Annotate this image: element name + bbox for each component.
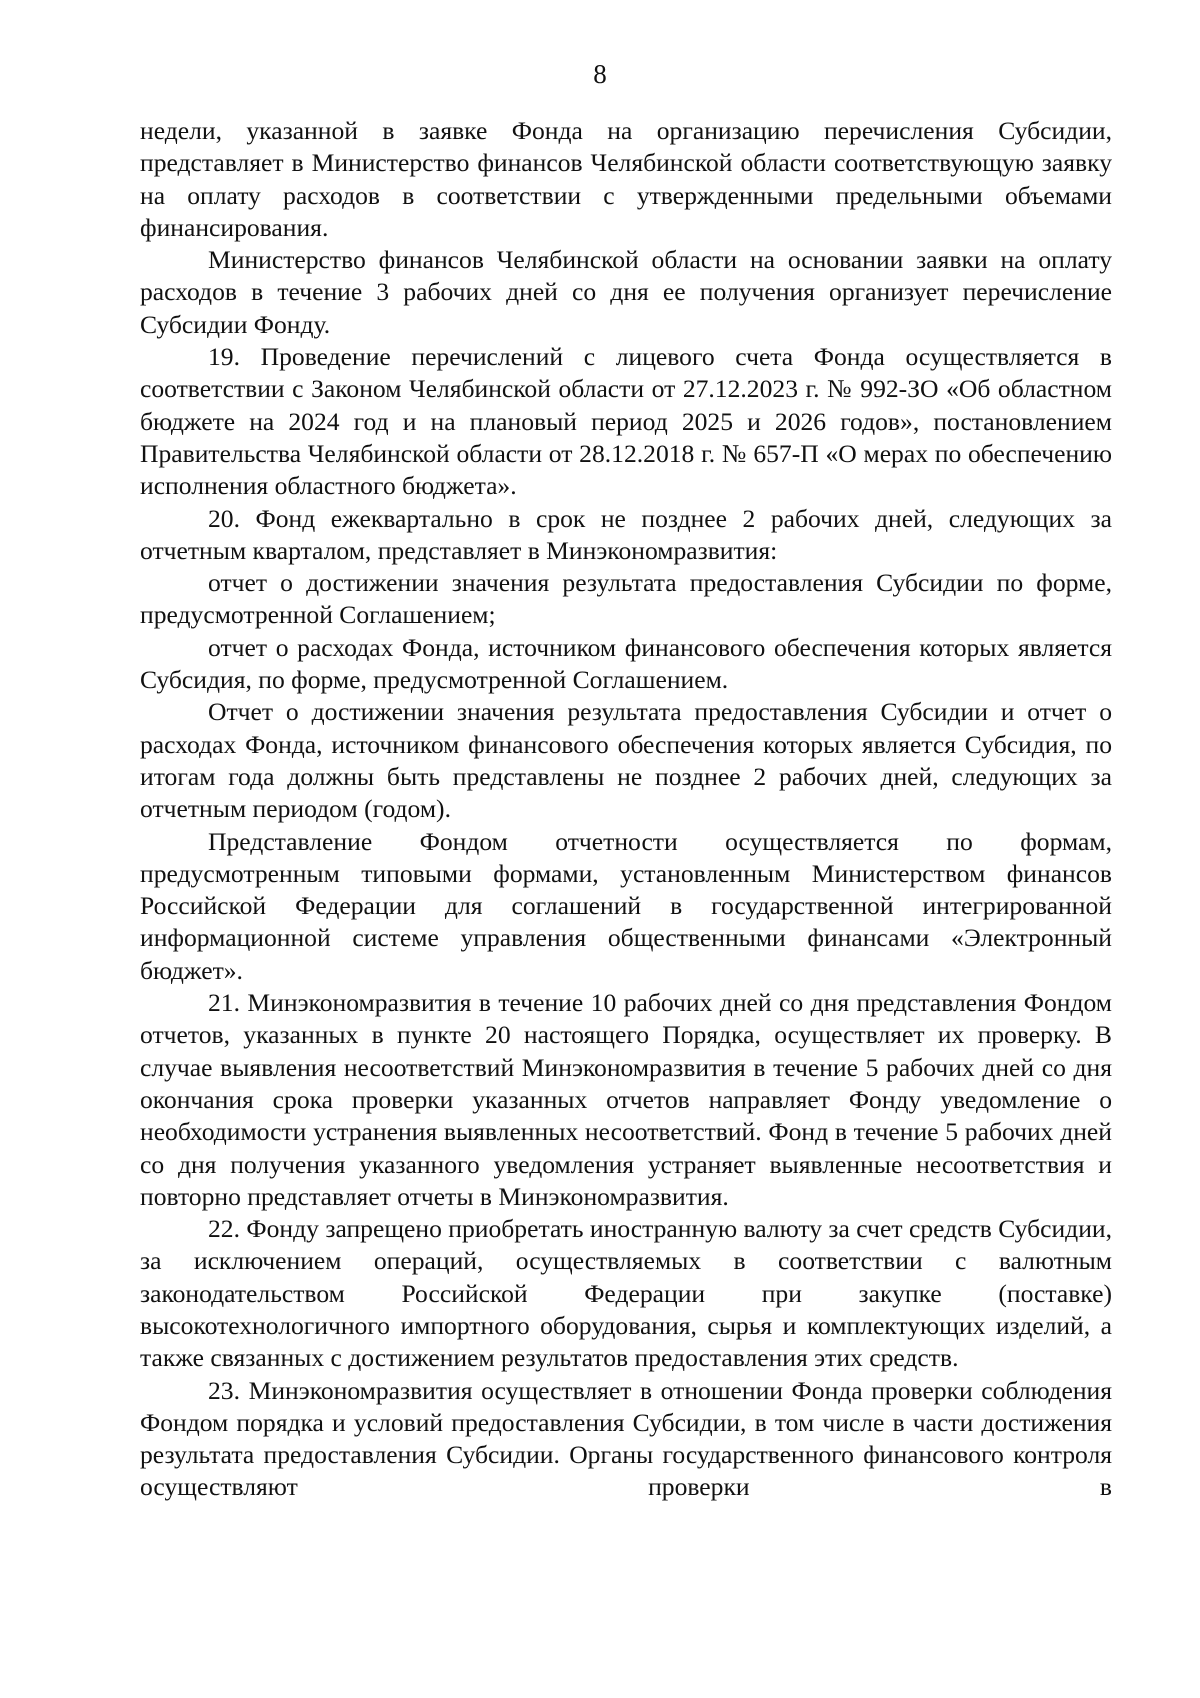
paragraph-ministry-finance: Министерство финансов Челябинской области на основании заявки на оплату расходов в течение 3 рабочих дней со дня ее получения организует перечисление Субсидии Фонду. [140,245,1112,339]
document-body [140,115,1112,1504]
paragraph-23: 23. Минэкономразвития осуществляет в отношении Фонда проверки соблюдения Фондом порядка и условий предоставления Субсидии, в том числе в части достижения результата предоставления Субсидии. Органы государственного финансового контроля осуществляют проверки в [140,1375,1112,1502]
paragraph-20: 20. Фонд ежеквартально в срок не позднее 2 рабочих дней, следующих за отчетным кварталом, представляет в Минэкономразвития: [140,503,1112,565]
page-number: 8 [593,59,607,89]
paragraph-continuation: недели, указанной в заявке Фонда на организацию перечисления Субсидии, представляет в Министерство финансов Челябинской области соответствующую заявку на оплату расходов в соответствии с утвержденными предельными объемами финансирования. [140,116,1112,242]
paragraph-19: 19. Проведение перечислений с лицевого счета Фонда осуществляется в соответствии с Законом Челябинской области от 27.12.2023 г. № 992-ЗО «Об областном бюджете на 2024 год и на плановый период 2025 и 2026 годов», постановлением Правительства Челябинской области от 28.12.2018 г. № 657-П «О мерах по обеспечению исполнения областного бюджета». [140,342,1112,501]
paragraph-20-report-expenses: отчет о расходах Фонда, источником финансового обеспечения которых является Субсидия, по форме, предусмотренной Соглашением. [140,632,1112,695]
paragraph-reporting-forms: Представление Фондом отчетности осуществляется по формам, предусмотренным типовыми формами, установленным Министерством финансов Российской Федерации для соглашений в государственной интегрированной информационной системе управления общественными финансами «Электронный бюджет». [140,826,1112,985]
paragraph-22: 22. Фонду запрещено приобретать иностранную валюту за счет средств Субсидии, за исключением операций, осуществляемых в соответствии с валютным законодательством Российской Федерации при закупке (поставке) высокотехнологичного импортного оборудования, сырья и комплектующих изделий, а также связанных с достижением результатов предоставления этих средств. [140,1214,1112,1373]
paragraph-annual-report: Отчет о достижении значения результата предоставления Субсидии и отчет о расходах Фонда, источником финансового обеспечения которых является Субсидия, по итогам года должны быть представлены не позднее 2 рабочих дней, следующих за отчетным периодом (годом). [140,697,1112,824]
paragraph-21: 21. Минэкономразвития в течение 10 рабочих дней со дня представления Фондом отчетов, указанных в пункте 20 настоящего Порядка, осуществляет их проверку. В случае выявления несоответствий Минэкономразвития в течение 5 рабочих дней со дня окончания срока проверки указанных отчетов направляет Фонду уведомление о необходимости устранения выявленных несоответствий. Фонд в течение 5 рабочих дней со дня получения указанного уведомления устраняет выявленные несоответствия и повторно представляет отчеты в Минэкономразвития. [140,988,1112,1211]
paragraph-20-report-result: отчет о достижении значения результата предоставления Субсидии по форме, предусмотренной Соглашением; [140,568,1112,630]
